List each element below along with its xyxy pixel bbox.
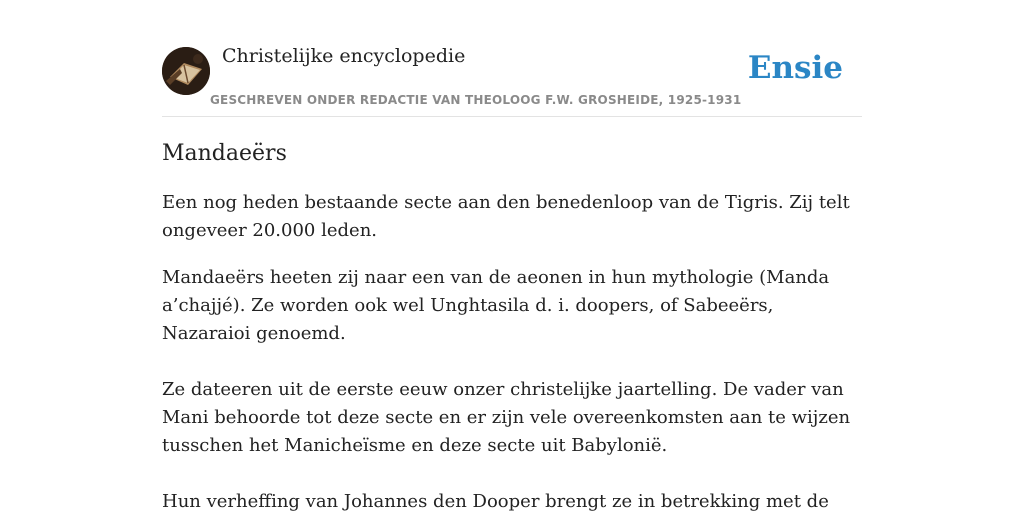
article-paragraph: Hun verheffing van Johannes den Dooper brengt ze in betrekking met de bbox=[162, 491, 829, 512]
site-header bbox=[162, 0, 862, 117]
ensie-logo-link[interactable]: Ensie bbox=[747, 50, 843, 86]
article-paragraph: Een nog heden bestaande secte aan den benedenloop van de Tigris. Zij telt ongeveer 20.000 leden. bbox=[162, 192, 850, 241]
article-title: Mandaeërs bbox=[162, 141, 287, 166]
site-subtitle: GESCHREVEN ONDER REDACTIE VAN THEOLOOG F.W. GROSHEIDE, 1925-1931 bbox=[210, 93, 742, 107]
article-paragraph: Mandaeërs heeten zij naar een van de aeonen in hun mythologie (Manda a’chajjé). Ze worden ook wel Unghtasila d. i. doopers, of Sabeeërs, Nazaraioi genoemd. bbox=[162, 267, 830, 344]
book-image-icon bbox=[162, 47, 210, 95]
encyclopedia-avatar[interactable] bbox=[162, 47, 210, 95]
article bbox=[162, 138, 862, 512]
article-paragraph: Ze dateeren uit de eerste eeuw onzer christelijke jaartelling. De vader van Mani behoorde tot deze secte en er zijn vele overeenkomsten aan te wijzen tusschen het Manicheïsme en deze secte uit Babylonië. bbox=[162, 379, 851, 456]
site-title[interactable]: Christelijke encyclopedie bbox=[222, 45, 466, 67]
